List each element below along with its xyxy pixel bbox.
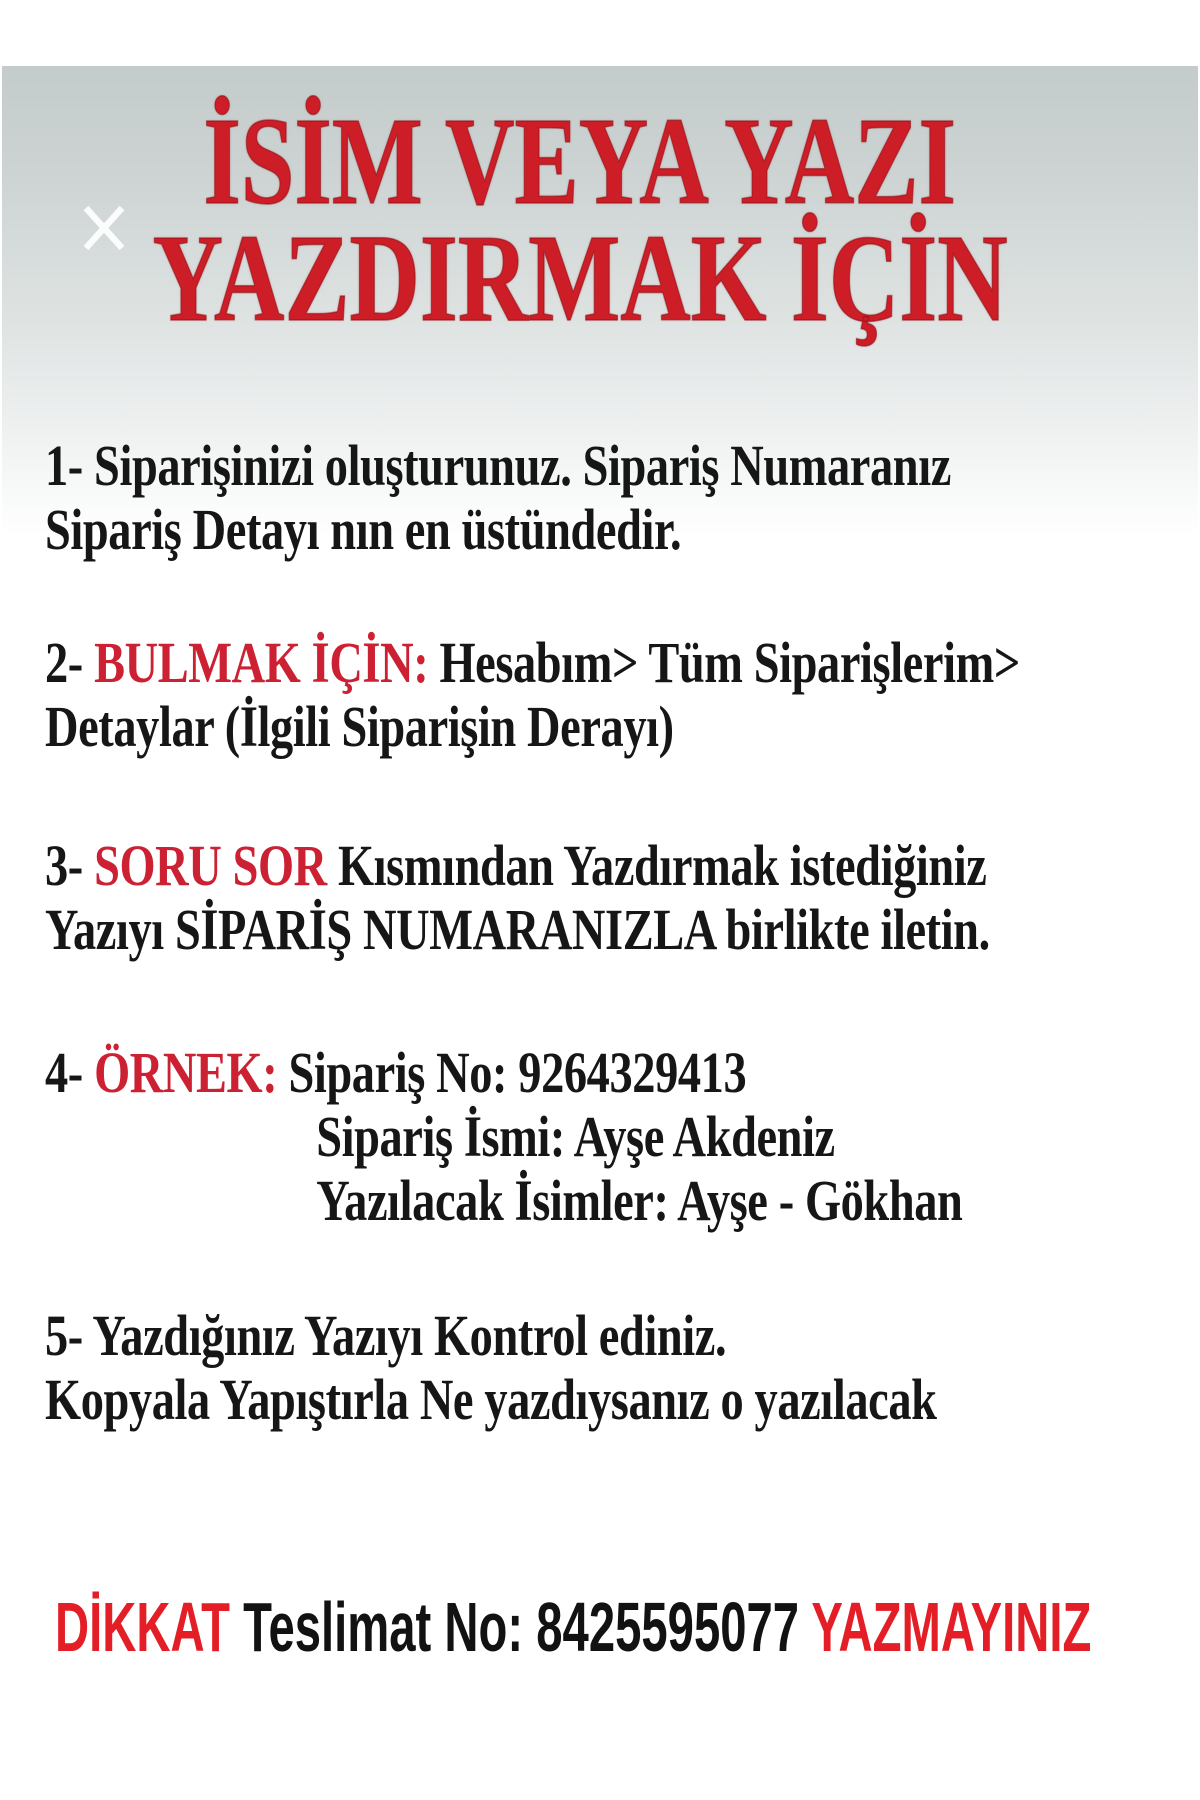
section-2-text: Hesabım> Tüm Siparişlerim> [428,630,1020,695]
section-4-keyword: ÖRNEK: [94,1040,278,1105]
footer-warning-right: YAZMAYINIZ [811,1588,1092,1666]
footer-delivery-number: Teslimat No: 8425595077 [243,1588,812,1666]
section-5-text-2: Kopyala Yapıştırla Ne yazdıysanız o yazılacak [45,1367,937,1432]
section-5-line-2 [45,1368,1197,1432]
section-4 [45,1041,1197,1233]
section-2 [45,631,1197,759]
poster-title [0,93,1200,348]
section-3-number: 3- [45,833,95,898]
section-3-keyword: SORU SOR [94,833,327,898]
title-line-2 [0,210,1160,348]
section-1-line-2 [45,498,1197,562]
footer-warning [55,1589,1200,1665]
title-line-1-text: İSİM VEYA YAZI [203,93,957,231]
section-3-line-2 [45,898,1197,962]
title-line-2-text: YAZDIRMAK İÇİN [152,210,1008,348]
section-2-line-1 [45,631,1197,695]
section-4-names-to-print: Yazılacak İsimler: Ayşe - Gökhan [316,1168,963,1233]
section-4-line-1 [45,1041,1197,1105]
section-2-text-2: Detaylar (İlgili Siparişin Derayı) [45,694,674,759]
title-line-1 [0,93,1160,231]
section-5-text: 5- Yazdığınız Yazıyı Kontrol ediniz. [45,1303,727,1368]
section-2-keyword: BULMAK İÇİN: [94,630,429,695]
section-5 [45,1304,1197,1432]
section-5-line-1 [45,1304,1197,1368]
section-4-order-name: Sipariş İsmi: Ayşe Akdeniz [316,1104,835,1169]
section-2-number: 2- [45,630,95,695]
section-4-line-3 [45,1169,1197,1233]
section-4-order-no: Sipariş No: 9264329413 [277,1040,747,1105]
section-3-line-1 [45,834,1197,898]
section-4-number: 4- [45,1040,95,1105]
section-3-text: Kısmından Yazdırmak istediğiniz [326,833,987,898]
section-1-text: 1- Siparişinizi oluşturunuz. Sipariş Numaranız [45,433,951,498]
section-3 [45,834,1197,962]
footer-warning-left: DİKKAT [55,1588,244,1666]
section-1-line-1 [45,434,1197,498]
section-2-line-2 [45,695,1197,759]
section-1 [45,434,1197,562]
section-1-text-2: Sipariş Detayı nın en üstündedir. [45,497,682,562]
section-4-line-2 [45,1105,1197,1169]
section-3-text-2: Yazıyı SİPARİŞ NUMARANIZLA birlikte iletin. [45,897,990,962]
